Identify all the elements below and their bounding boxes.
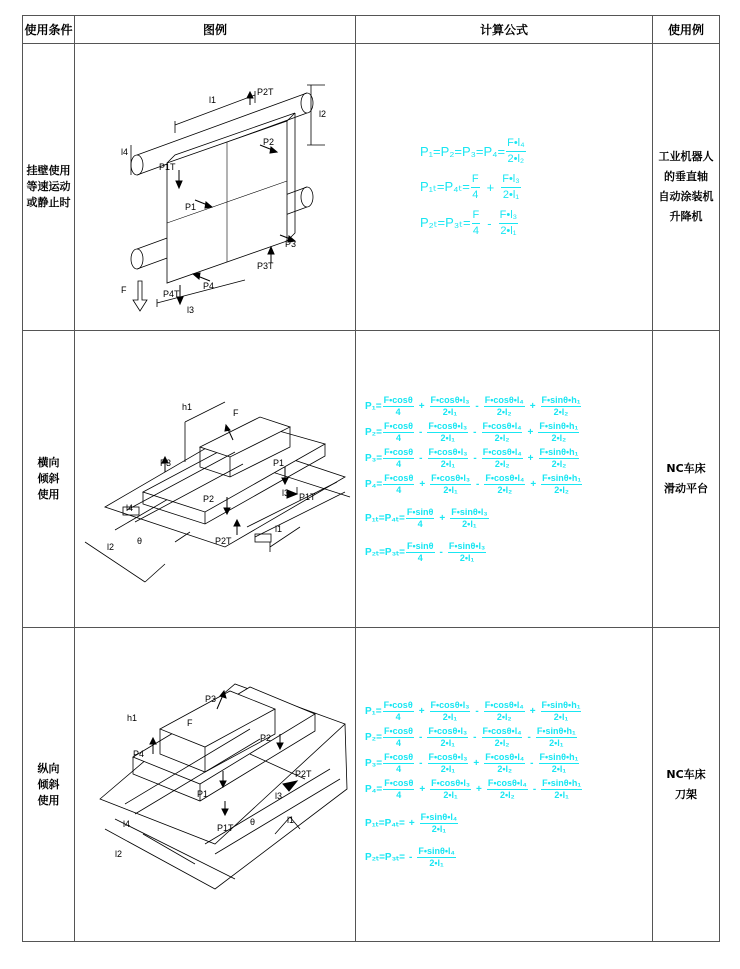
formula-fraction [541, 395, 582, 418]
formula-operator: - [527, 732, 531, 743]
formula-fraction [541, 473, 582, 496]
formula-operator: - [487, 215, 492, 231]
formula-fraction [430, 778, 471, 801]
formula-fraction [383, 752, 414, 775]
example-cell: 工业机器人 的垂直轴 自动涂装机 升降机 [653, 44, 720, 331]
fraction-numerator: F•cosθ•l₃ [430, 700, 470, 710]
fraction-numerator: F•sinθ [406, 506, 434, 517]
fraction-numerator: F•cosθ•l₃ [431, 778, 470, 788]
condition-cell: 横向 倾斜 使用 [23, 331, 75, 628]
table-row [23, 331, 720, 628]
formula-lhs: P₃= [365, 452, 383, 464]
fraction-numerator: F•cosθ•l₄ [485, 752, 525, 762]
fraction-denominator: 2•l₁ [431, 824, 447, 834]
formula-operator: + [476, 784, 482, 795]
fraction-denominator: 2•l₂ [554, 484, 569, 495]
force-label: P2 [260, 732, 272, 743]
condition-cell: 纵向 倾斜 使用 [23, 628, 75, 942]
formula-lhs: P₂ₜ=P₃ₜ= [365, 546, 405, 558]
fraction-denominator: 2•l₂ [551, 432, 567, 443]
fraction-denominator: 4 [395, 432, 401, 443]
formula-fraction [484, 752, 525, 775]
fraction-numerator: F•cosθ•l₄ [487, 778, 527, 788]
formula-line [365, 445, 652, 471]
formula-operator: + [529, 706, 536, 717]
table-row [23, 44, 720, 331]
fraction-denominator: 2•l₂ [500, 790, 515, 800]
formula-operator: + [439, 512, 446, 524]
formula-lhs: P₄= [365, 784, 383, 795]
formula-fraction [482, 447, 523, 470]
formula-fraction [427, 726, 468, 749]
dim-label: l1 [209, 94, 217, 105]
formula-operator: + [419, 478, 426, 490]
force-label: P3 [205, 693, 217, 704]
dim-label: l3 [275, 790, 283, 801]
fraction-denominator: 2•l₁ [549, 738, 564, 748]
force-label: F [233, 407, 239, 418]
fraction-numerator: F•sinθ•h₁ [539, 446, 579, 457]
dim-label: l3 [282, 487, 290, 498]
angle-label: θ [250, 816, 256, 827]
fraction-numerator: F•cosθ•l₄ [482, 726, 522, 736]
formula-line [365, 505, 652, 531]
fraction-denominator: 2•l₂ [551, 458, 567, 469]
dim-label: h1 [182, 401, 193, 412]
formula-fraction [536, 726, 577, 749]
formula-fraction [383, 778, 414, 801]
formula-operator: - [475, 706, 479, 717]
formula-block [365, 699, 652, 871]
fraction-numerator: F•cosθ•l₄ [482, 420, 522, 431]
formula-fraction [484, 473, 525, 496]
force-label: P1T [159, 161, 176, 172]
force-label: P4T [163, 288, 180, 299]
force-label: P1T [217, 822, 234, 833]
formula-line [420, 169, 652, 205]
force-label: P3 [285, 238, 297, 249]
header-formula: 计算公式 [356, 16, 653, 44]
fraction-denominator: 4 [396, 790, 402, 800]
lateral-tilt-diagram [75, 332, 355, 627]
fraction-denominator: 2•l₁ [500, 224, 517, 237]
longitudinal-tilt-diagram [75, 629, 355, 941]
dim-label: l2 [319, 108, 327, 119]
formula-fraction [430, 473, 471, 496]
formula-cell [356, 628, 653, 942]
formula-fraction [541, 778, 582, 801]
fraction-numerator: F•sinθ•h₁ [536, 726, 576, 736]
figure-cell [75, 331, 356, 628]
force-label: P1 [273, 457, 285, 468]
formula-block [420, 133, 652, 241]
dim-label: l1 [287, 814, 295, 825]
formula-lhs: P₂= [365, 732, 382, 743]
fraction-denominator: 4 [395, 406, 401, 417]
dim-label: l4 [126, 502, 134, 513]
fraction-numerator: F•l₃ [501, 172, 521, 188]
formula-operator: + [486, 179, 495, 195]
fraction-denominator: 2•l₁ [440, 764, 456, 774]
formula-line [365, 539, 652, 565]
angle-label: θ [137, 535, 143, 546]
formula-fraction [484, 700, 525, 723]
fraction-denominator: 4 [395, 738, 401, 748]
fraction-numerator: F•sinθ•h₁ [542, 778, 582, 788]
formula-fraction [499, 208, 519, 239]
force-label: P2 [263, 136, 275, 147]
force-label: F [121, 284, 127, 295]
dim-label: l4 [123, 818, 131, 829]
force-label: P1 [185, 201, 197, 212]
formula-fraction [450, 507, 488, 530]
formula-operator: - [418, 732, 423, 743]
formula-fraction [482, 726, 523, 749]
formula-lhs: P₂ₜ=P₃ₜ= [420, 215, 471, 230]
formula-line [365, 725, 652, 751]
fraction-numerator: F•sinθ•h₁ [541, 700, 581, 710]
fraction-denominator: 2•l₂ [496, 406, 512, 417]
force-label: P1T [299, 491, 316, 502]
formula-fraction [420, 812, 458, 835]
force-label: P2 [203, 493, 215, 504]
fraction-denominator: 2•l₂ [494, 458, 510, 469]
fraction-denominator: 4 [396, 764, 402, 774]
formula-lhs: P₁=P₂=P₃=P₄= [420, 143, 506, 159]
formula-operator: - [409, 852, 413, 863]
formula-fraction [383, 700, 414, 723]
force-label: P3T [257, 260, 274, 271]
formula-fraction [538, 421, 579, 444]
force-label: P3 [160, 457, 172, 468]
formula-line [420, 133, 652, 169]
fraction-denominator: 2•l₁ [442, 712, 458, 722]
fraction-numerator: F•sinθ•h₁ [539, 752, 579, 762]
fraction-numerator: F•cosθ•l₃ [431, 472, 470, 483]
fraction-numerator: F•l₄ [506, 136, 526, 152]
formula-cell [356, 44, 653, 331]
formula-operator: - [530, 758, 534, 769]
example-cell: NC车床 刀架 [653, 628, 720, 942]
fraction-numerator: F•cosθ [384, 778, 414, 788]
condition-cell: 挂壁使用 等速运动 或静止时 [23, 44, 75, 331]
formula-fraction [417, 846, 455, 869]
fraction-denominator: 2•l₂ [494, 432, 510, 443]
fraction-numerator: F•sinθ•h₁ [542, 472, 582, 483]
fraction-denominator: 2•l₁ [440, 458, 456, 469]
formula-operator: - [419, 452, 423, 464]
formula-operator: + [418, 706, 425, 717]
fraction-denominator: 2•l₁ [462, 518, 477, 529]
dim-label: l1 [275, 523, 283, 534]
fraction-numerator: F•cosθ•l₄ [482, 446, 522, 457]
fraction-denominator: 2•l₁ [554, 790, 569, 800]
formula-lhs: P₁= [365, 706, 382, 717]
force-label: P4 [133, 748, 145, 759]
formula-fraction [430, 395, 471, 418]
formula-fraction [383, 473, 414, 496]
fraction-denominator: 4 [417, 552, 423, 563]
fraction-denominator: 2•l₂ [494, 738, 510, 748]
formula-lhs: P₄= [365, 478, 383, 490]
figure-cell [75, 44, 356, 331]
formula-fraction [487, 778, 528, 801]
formula-operator: - [473, 452, 477, 464]
formula-fraction [430, 700, 471, 723]
formula-fraction [472, 208, 481, 239]
fraction-denominator: 2•l₁ [443, 484, 458, 495]
wall-mount-diagram [75, 45, 355, 330]
formula-fraction [383, 447, 414, 470]
force-label: P1 [197, 788, 209, 799]
fraction-denominator: 2•l₂ [497, 484, 513, 495]
formula-line [365, 471, 652, 497]
fraction-denominator: 2•l₁ [429, 858, 444, 868]
fraction-numerator: F•cosθ [384, 472, 414, 483]
formula-fraction [506, 136, 526, 167]
fraction-denominator: 2•l₁ [443, 790, 458, 800]
formula-fraction [383, 395, 414, 418]
fraction-numerator: F•l₃ [499, 208, 519, 224]
fraction-denominator: 2•l₁ [551, 764, 567, 774]
fraction-denominator: 2•l₁ [440, 738, 455, 748]
formula-fraction [501, 172, 521, 203]
fraction-denominator: 4 [395, 712, 401, 722]
header-example: 使用例 [653, 16, 720, 44]
fraction-numerator: F•cosθ•l₃ [428, 752, 468, 762]
formula-operator: - [476, 478, 480, 490]
fraction-denominator: 4 [472, 224, 479, 237]
fraction-denominator: 2•l₁ [459, 552, 475, 563]
table-row [23, 628, 720, 942]
dim-label: l3 [187, 304, 195, 315]
fraction-numerator: F•sinθ•h₁ [539, 420, 579, 431]
formula-line [365, 699, 652, 725]
figure-cell [75, 628, 356, 942]
formula-fraction [406, 507, 435, 530]
formula-operator: - [439, 546, 443, 558]
formula-operator: + [529, 400, 536, 412]
fraction-numerator: F [471, 172, 480, 188]
formula-lhs: P₂= [365, 426, 382, 438]
formula-operator: - [532, 784, 537, 795]
formula-lhs: P₃= [365, 758, 383, 769]
fraction-numerator: F•sinθ•l₃ [451, 506, 488, 517]
formula-lhs: P₁ₜ=P₄ₜ= [420, 179, 470, 194]
fraction-numerator: F•sinθ•l₃ [448, 540, 486, 551]
header-condition: 使用条件 [23, 16, 75, 44]
load-calculation-table [22, 15, 720, 942]
formula-fraction [427, 421, 468, 444]
formula-lhs: P₁ₜ=P₄ₜ= [365, 818, 405, 829]
formula-fraction [539, 752, 580, 775]
fraction-denominator: 4 [472, 188, 479, 201]
formula-operator: + [527, 426, 534, 438]
fraction-numerator: F•cosθ•l₄ [484, 700, 524, 710]
formula-lhs: P₁ₜ=P₄ₜ= [365, 512, 405, 524]
formula-line [365, 777, 652, 803]
formula-line [365, 393, 652, 419]
fraction-numerator: F•cosθ•l₃ [430, 394, 470, 405]
formula-block [365, 393, 652, 565]
formula-operator: + [473, 758, 480, 769]
header-figure: 图例 [75, 16, 356, 44]
formula-lhs: P₂ₜ=P₃ₜ= [365, 852, 405, 863]
formula-line [365, 845, 652, 871]
fraction-denominator: 2•l₁ [440, 432, 455, 443]
formula-fraction [406, 541, 435, 564]
formula-fraction [539, 447, 580, 470]
formula-operator: + [419, 784, 426, 795]
formula-fraction [471, 172, 480, 203]
header-row [23, 16, 720, 44]
fraction-denominator: 2•l₂ [496, 712, 512, 722]
fraction-denominator: 2•l₁ [442, 406, 458, 417]
formula-operator: - [419, 758, 423, 769]
fraction-numerator: F•sinθ•l₄ [420, 812, 458, 822]
fraction-numerator: F•sinθ•h₁ [541, 394, 581, 405]
fraction-numerator: F•cosθ•l₄ [484, 394, 524, 405]
fraction-denominator: 2•l₂ [507, 152, 525, 165]
fraction-numerator: F•cosθ [383, 420, 413, 431]
formula-fraction [482, 421, 523, 444]
fraction-numerator: F•cosθ•l₃ [428, 726, 468, 736]
force-label: P2T [215, 535, 232, 546]
fraction-numerator: F•cosθ•l₃ [428, 420, 468, 431]
formula-operator: - [473, 732, 477, 743]
fraction-numerator: F•cosθ [384, 446, 414, 457]
fraction-denominator: 4 [396, 458, 402, 469]
fraction-denominator: 2•l₁ [553, 712, 569, 722]
dim-label: l2 [115, 848, 123, 859]
formula-fraction [428, 447, 469, 470]
formula-line [420, 205, 652, 241]
force-label: P2T [257, 86, 274, 97]
formula-operator: + [408, 818, 415, 829]
formula-operator: + [418, 400, 425, 412]
fraction-denominator: 4 [396, 484, 402, 495]
dim-label: h1 [127, 712, 138, 723]
force-label: P4 [203, 280, 215, 291]
formula-fraction [428, 752, 469, 775]
formula-fraction [383, 726, 414, 749]
formula-fraction [541, 700, 582, 723]
fraction-numerator: F•cosθ•l₄ [485, 472, 525, 483]
formula-operator: - [473, 426, 477, 438]
formula-operator: + [527, 452, 534, 464]
force-label: P2T [295, 768, 312, 779]
dim-label: l4 [121, 146, 129, 157]
fraction-numerator: F [472, 208, 481, 224]
fraction-numerator: F•sinθ [407, 540, 434, 551]
dim-label: l2 [107, 541, 115, 552]
fraction-numerator: F•cosθ [384, 752, 414, 762]
formula-fraction [484, 395, 525, 418]
fraction-denominator: 2•l₂ [497, 764, 513, 774]
formula-cell [356, 331, 653, 628]
formula-lhs: P₁= [365, 400, 382, 412]
force-label: F [187, 717, 193, 728]
fraction-numerator: F•cosθ•l₃ [428, 446, 468, 457]
formula-fraction [448, 541, 486, 564]
formula-operator: - [418, 426, 423, 438]
formula-operator: + [530, 478, 537, 490]
formula-line [365, 751, 652, 777]
formula-line [365, 419, 652, 445]
fraction-denominator: 4 [417, 518, 423, 529]
fraction-numerator: F•sinθ•l₄ [418, 846, 455, 856]
fraction-numerator: F•cosθ [383, 726, 413, 736]
formula-fraction [383, 421, 414, 444]
example-cell: NC车床 滑动平台 [653, 331, 720, 628]
fraction-denominator: 2•l₁ [502, 188, 520, 201]
fraction-numerator: F•cosθ [383, 700, 413, 710]
formula-line [365, 811, 652, 837]
fraction-numerator: F•cosθ [383, 394, 413, 405]
fraction-denominator: 2•l₂ [553, 406, 569, 417]
formula-operator: - [475, 400, 479, 412]
